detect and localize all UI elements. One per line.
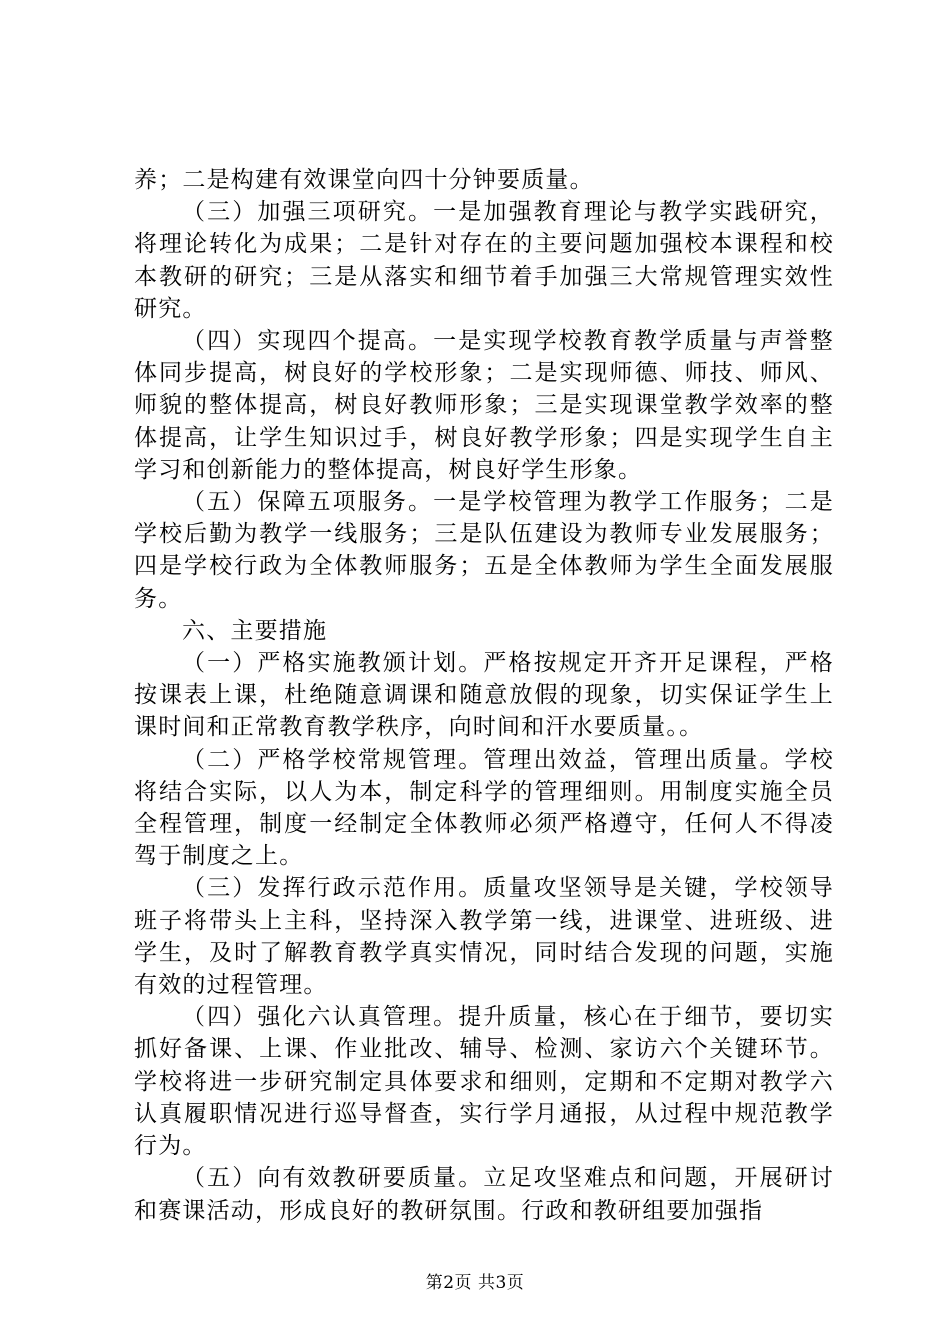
paragraph: （四）实现四个提高。一是实现学校教育教学质量与声誉整体同步提高，树良好的学校形象；二是实现师德、师技、师风、师貌的整体提高，树良好教师形象；三是实现课堂教学效率的整体提高，让学生知识过手，树良好教学形象；四是实现学生自主学习和创新能力的整体提高，树良好学生形象。 — [134, 328, 834, 483]
paragraph: （一）严格实施教颁计划。严格按规定开齐开足课程，严格按课表上课，杜绝随意调课和随意放假的现象，切实保证学生上课时间和正常教育教学秩序，向时间和汗水要质量。。 — [134, 650, 834, 741]
paragraph: （四）强化六认真管理。提升质量，核心在于细节，要切实抓好备课、上课、作业批改、辅导、检测、家访六个关键环节。学校将进一步研究制定具体要求和细则，定期和不定期对教学六认真履职情况进行巡导督查，实行学月通报，从过程中规范教学行为。 — [134, 1004, 834, 1160]
section-heading: 六、主要措施 — [182, 617, 328, 644]
paragraph: （五）向有效教研要质量。立足攻坚难点和问题，开展研讨和赛课活动，形成良好的教研氛围。行政和教研组要加强指 — [134, 1165, 834, 1224]
paragraph: （三）加强三项研究。一是加强教育理论与教学实践研究，将理论转化为成果；二是针对存在的主要问题加强校本课程和校本教研的研究；三是从落实和细节着手加强三大常规管理实效性研究。 — [134, 199, 834, 322]
paragraph: 养；二是构建有效课堂向四十分钟要质量。 — [134, 167, 594, 193]
document-body — [134, 164, 834, 1227]
page-footer: 第2页 共3页 — [425, 1273, 525, 1293]
paragraph: （五）保障五项服务。一是学校管理为教学工作服务；二是学校后勤为教学一线服务；三是队伍建设为教师专业发展服务；四是学校行政为全体教师服务；五是全体教师为学生全面发展服务。 — [134, 489, 834, 612]
paragraph: （二）严格学校常规管理。管理出效益，管理出质量。学校将结合实际，以人为本，制定科学的管理细则。用制度实施全员全程管理，制度一经制定全体教师必须严格遵守，任何人不得凌驾于制度之上。 — [134, 746, 834, 870]
paragraph: （三）发挥行政示范作用。质量攻坚领导是关键，学校领导班子将带头上主科，坚持深入教学第一线，进课堂、进班级、进学生，及时了解教育教学真实情况，同时结合发现的问题，实施有效的过程管理。 — [134, 875, 834, 999]
